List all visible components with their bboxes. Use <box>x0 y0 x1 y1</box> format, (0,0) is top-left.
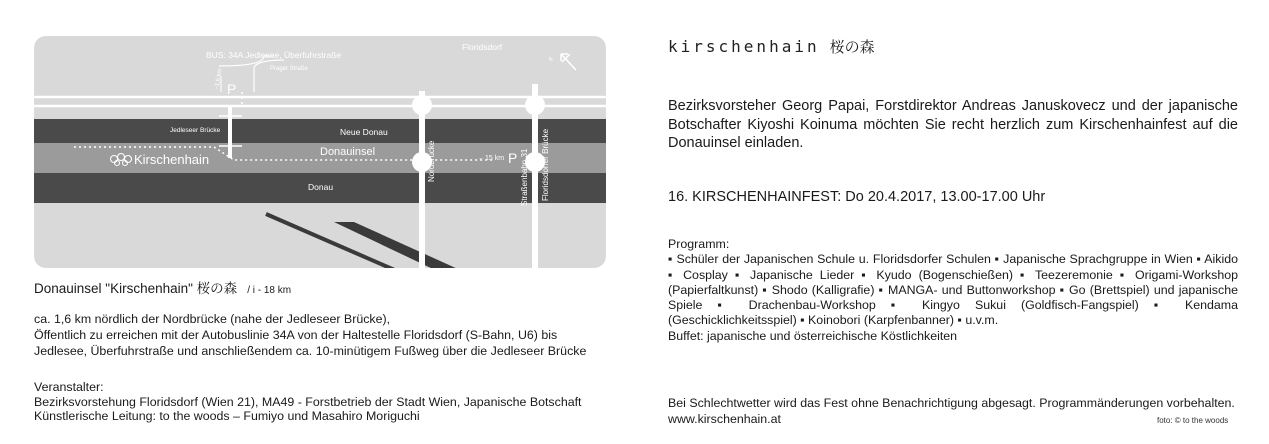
invitation-text: Bezirksvorsteher Georg Papai, Forstdirektor Andreas Januskovecz und der japanische Botschafter Kiyoshi Koinuma möchten Sie recht herzlich zum Kirschenhainfest auf die Donauinsel einladen. <box>668 98 1238 151</box>
artistic-direction-line: Künstlerische Leitung: to the woods – Fumiyo und Masahiro Moriguchi <box>34 409 420 423</box>
directions-line: ca. 1,6 km nördlich der Nordbrücke (nahe der Jedleseer Brücke), <box>34 312 391 326</box>
floridsdorfer-bruecke-label: Floridsdorfer Brücke <box>541 128 550 201</box>
distance-vertical-label: ~1,6 km <box>214 68 224 91</box>
parking-left-icon: P <box>227 81 237 97</box>
photo-credit: foto: © to the woods <box>1157 416 1229 425</box>
website-link[interactable]: www.kirschenhain.at <box>668 412 781 426</box>
bus-stop-label: BUS: 34A Jedlesee, Überfuhrstraße <box>206 50 342 60</box>
program-block <box>668 237 1238 344</box>
logo-latin: kirschenhain <box>668 37 820 56</box>
program-heading: Programm: <box>668 237 730 251</box>
organizer-line: Bezirksvorstehung Floridsdorf (Wien 21), MA49 - Forstbetrieb der Stadt Wien, Japanische Botschaft <box>34 394 582 409</box>
kirschenhain-label: Kirschenhain <box>134 152 210 167</box>
north-label: N <box>549 57 553 63</box>
program-list: ▪ Schüler der Japanischen Schule u. Floridsdorfer Schulen ▪ Japanische Sprachgruppe in Wien ▪ Aikido ▪ Cosplay ▪ Japanische Lieder ▪ Kyudo (Bogenschießen) ▪ Teezeremonie ▪ Origami-Workshop (Papierfaltkunst) ▪ Shodo (Kalligrafie) ▪ MANGA- und Buttonworkshop ▪ Go (Brettspiel) und japanische Spiele ▪ Drachenbau-Workshop ▪ Kingyo Sukui (Goldfisch-Fangspiel) ▪ Kendama (Geschicklichkeitsspiel) ▪ Koinobori (Karpfenbanner) ▪ u.v.m. <box>668 252 1238 328</box>
directions-line: Öffentlich zu erreichen mit der Autobuslinie 34A von der Haltestelle Floridsdorf (S-Bahn, U6) bis <box>34 328 558 342</box>
jedleseer-bruecke <box>228 106 232 158</box>
organizer-block <box>34 380 582 424</box>
parking-right-icon: P <box>508 150 518 166</box>
caption-title: Donauinsel "Kirschenhain" 桜の森 <box>34 281 238 296</box>
map-caption <box>34 277 291 297</box>
distance-15km-label: ←15 km <box>478 155 505 162</box>
buffet-line: Buffet: japanische und österreichische Köstlichkeiten <box>668 328 958 343</box>
organizer-heading: Veranstalter: <box>34 380 104 394</box>
nordbruecke-road <box>419 91 425 268</box>
directions-line: Jedlesee, Überfuhrstraße und anschließendem ca. 10-minütigem Fußweg über die Jedleseer Brücke <box>34 344 587 358</box>
prager-strasse-label: Prager Straße <box>270 66 308 72</box>
caption-sub: / i - 18 km <box>247 285 292 296</box>
kirschenhain-logo <box>668 36 875 57</box>
floridsdorf-label: Floridsdorf <box>462 42 503 52</box>
festival-date: 16. KIRSCHENHAINFEST: Do 20.4.2017, 13.00-17.00 Uhr <box>668 189 1046 205</box>
nordbruecke-label: Nordbrücke <box>427 140 436 182</box>
strassenbahn-label: Straßenbahn 31 <box>520 148 529 206</box>
jedleseer-bruecke-label: Jedleseer Brücke <box>170 127 221 134</box>
neue-donau-band <box>34 119 606 143</box>
logo-japanese: 桜の森 <box>829 39 875 56</box>
neue-donau-label: Neue Donau <box>340 127 388 137</box>
donauinsel-label: Donauinsel <box>320 146 376 158</box>
directions <box>34 311 586 359</box>
weather-notice: Bei Schlechtwetter wird das Fest ohne Benachrichtigung abgesagt. Programmänderungen vorbehalten. <box>668 396 1235 410</box>
location-map <box>34 36 606 268</box>
donau-label: Donau <box>308 182 334 192</box>
